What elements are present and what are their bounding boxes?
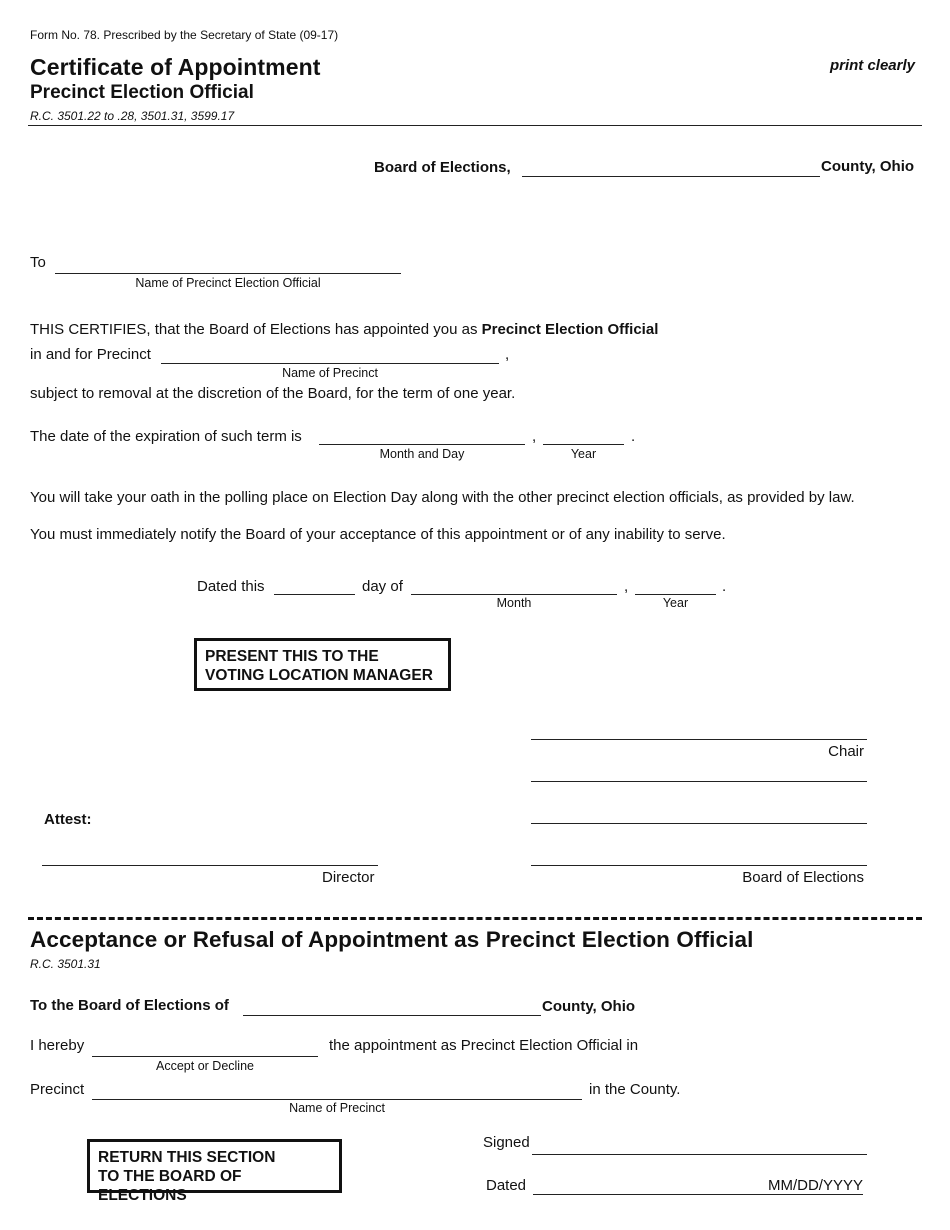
statute-reference: R.C. 3501.22 to .28, 3501.31, 3599.17 (30, 109, 235, 123)
page-title: Certificate of Appointment (30, 54, 321, 80)
acceptance-title: Acceptance or Refusal of Appointment as Precinct Election Official (30, 927, 754, 952)
in-the-county-label: in the County. (589, 1081, 681, 1098)
to-board-label: To the Board of Elections of (30, 997, 229, 1014)
expiration-year-caption: Year (570, 447, 597, 461)
attest-label: Attest: (44, 811, 92, 828)
dated-day-field[interactable] (274, 594, 355, 595)
return-to-board-box (87, 1139, 342, 1204)
board-of-elections-signature-label: Board of Elections (742, 869, 864, 886)
present-box-line-2: VOTING LOCATION MANAGER (205, 667, 433, 684)
acceptance-precinct-label: Precinct (30, 1081, 85, 1098)
expiration-month-day-field[interactable] (319, 444, 525, 445)
to-label: To (30, 254, 46, 271)
county-ohio-label: County, Ohio (821, 158, 915, 175)
notify-text: You must immediately notify the Board of your acceptance of this appointment or of any inability to serve. (30, 526, 726, 543)
dated-month-caption: Month (496, 596, 532, 610)
precinct-name-field[interactable] (161, 363, 499, 364)
director-label: Director (322, 869, 375, 886)
accept-decline-caption: Accept or Decline (156, 1059, 254, 1073)
chair-signature-field[interactable] (531, 739, 867, 740)
director-signature-field[interactable] (42, 865, 378, 866)
certification-text: THIS CERTIFIES, that the Board of Elections has appointed you as (30, 321, 478, 338)
certification-role: Precinct Election Official (481, 321, 659, 338)
removal-terms-text: subject to removal at the discretion of the Board, for the term of one year. (30, 385, 516, 402)
hereby-label: I hereby (30, 1037, 85, 1054)
print-clearly-note: print clearly (829, 57, 915, 74)
certification-line-1 (30, 321, 658, 338)
return-box-line-1: RETURN THIS SECTION (98, 1149, 276, 1166)
cut-line-divider (28, 917, 922, 920)
dated-period: . (722, 578, 727, 595)
precinct-comma: , (505, 346, 510, 363)
county-name-field[interactable] (522, 176, 820, 177)
official-name-caption: Name of Precinct Election Official (135, 276, 321, 290)
dated-year-caption: Year (662, 596, 689, 610)
official-name-field[interactable] (55, 273, 401, 274)
board-member-signature-field-1[interactable] (531, 781, 867, 782)
acceptance-county-field[interactable] (243, 1015, 541, 1016)
chair-label: Chair (828, 743, 864, 760)
acceptance-precinct-caption: Name of Precinct (289, 1101, 385, 1115)
acceptance-date-field[interactable] (533, 1194, 863, 1195)
expiration-year-field[interactable] (543, 444, 624, 445)
present-box-line-1: PRESENT THIS TO THE (205, 648, 379, 665)
board-of-elections-label: Board of Elections, (374, 159, 511, 176)
date-format-placeholder: MM/DD/YYYY (767, 1177, 863, 1194)
header-divider (28, 125, 922, 126)
acceptance-statute: R.C. 3501.31 (30, 957, 101, 971)
month-day-caption: Month and Day (379, 447, 465, 461)
dated-this-label: Dated this (197, 578, 265, 595)
dated-comma: , (624, 578, 629, 595)
return-box-line-2: TO THE BOARD OF ELECTIONS (98, 1168, 242, 1204)
oath-text: You will take your oath in the polling place on Election Day along with the other precinct election officials, as provided by law. (30, 489, 855, 506)
dated-year-field[interactable] (635, 594, 716, 595)
acceptance-signature-field[interactable] (532, 1154, 867, 1155)
accept-decline-field[interactable] (92, 1056, 318, 1057)
form-number: Form No. 78. Prescribed by the Secretary of State (09-17) (30, 28, 339, 42)
page-subtitle: Precinct Election Official (30, 82, 254, 103)
signed-label: Signed (483, 1134, 530, 1151)
day-of-label: day of (362, 578, 403, 595)
dated-month-field[interactable] (411, 594, 617, 595)
acceptance-precinct-field[interactable] (92, 1099, 582, 1100)
present-to-manager-box (194, 638, 451, 691)
expiration-label: The date of the expiration of such term is (30, 428, 302, 445)
board-member-signature-field-3[interactable] (531, 865, 867, 866)
acceptance-dated-label: Dated (486, 1177, 527, 1194)
in-for-precinct-label: in and for Precinct (30, 346, 151, 363)
precinct-name-caption: Name of Precinct (282, 366, 378, 380)
expiration-comma: , (532, 428, 537, 445)
hereby-suffix-text: the appointment as Precinct Election Official in (329, 1037, 639, 1054)
expiration-period: . (631, 428, 636, 445)
acceptance-county-ohio-label: County, Ohio (542, 998, 636, 1015)
board-member-signature-field-2[interactable] (531, 823, 867, 824)
